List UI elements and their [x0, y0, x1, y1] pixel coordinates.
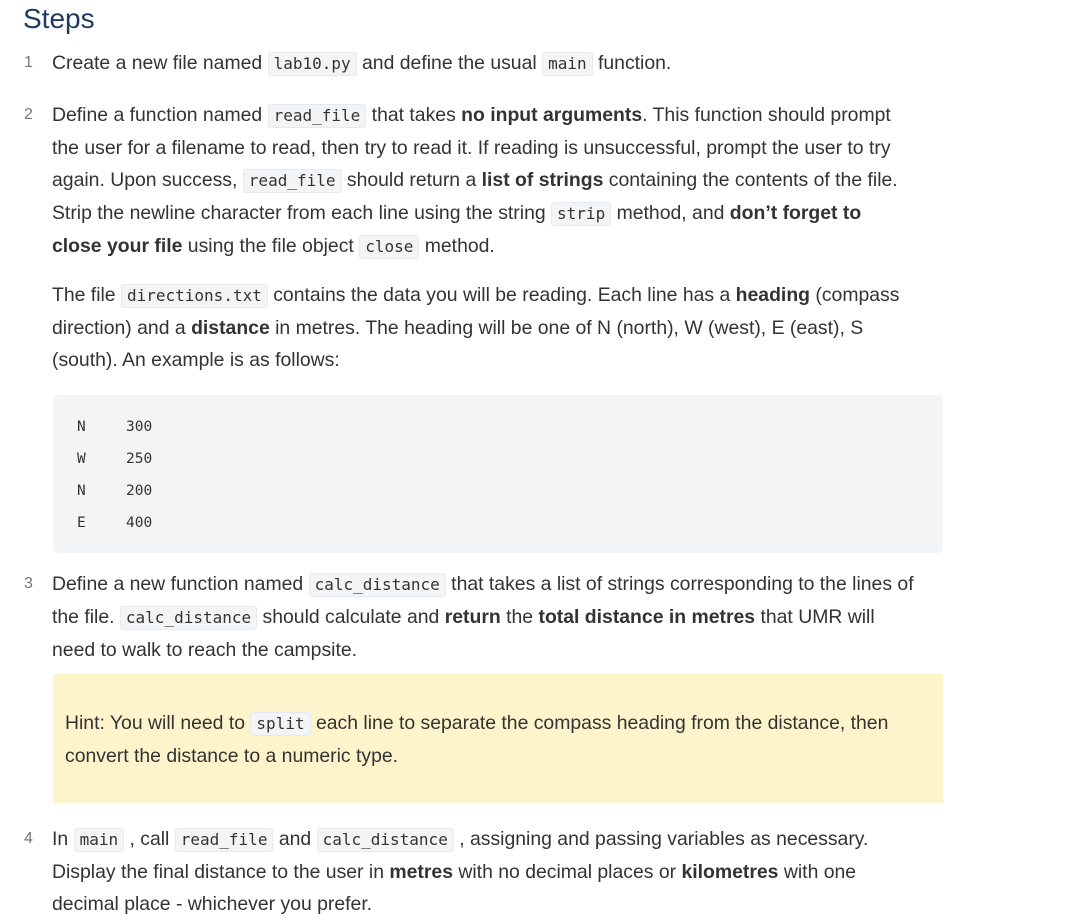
text-line: The file directions.txt contains the data you will be reading. Each line has a heading (compass [52, 284, 900, 306]
text-line: close your file using the file object close method. [52, 235, 495, 257]
text-line: (south). An example is as follows: [52, 349, 340, 371]
step-2-paragraph-1 [52, 99, 952, 263]
text-line: Define a new function named calc_distance that takes a list of strings corresponding to the lines of [52, 573, 914, 595]
steps-heading: Steps [23, 3, 95, 34]
inline-code: read_file [268, 104, 367, 128]
step-2-paragraph-2 [52, 279, 952, 376]
text-line: the file. calc_distance should calculate and return the total distance in metres that UMR will [52, 606, 875, 628]
inline-code: directions.txt [121, 284, 268, 308]
text-line: decimal place - whichever you prefer. [52, 893, 373, 915]
inline-code: calc_distance [317, 828, 454, 852]
text-line: Define a function named read_file that takes no input arguments. This function should prompt [52, 104, 891, 126]
step-number: 4 [24, 830, 33, 847]
code-block [53, 395, 943, 553]
text-line: Hint: You will need to split each line to separate the compass heading from the distance, then [65, 712, 889, 734]
text-line: Strip the newline character from each line using the string strip method, and don’t forget to [52, 202, 862, 224]
inline-code: split [250, 712, 310, 736]
inline-code: lab10.py [268, 52, 357, 76]
inline-code: read_file [243, 169, 342, 193]
inline-code: strip [551, 202, 611, 226]
step-4-paragraph [52, 823, 952, 920]
code-line: W 250 [77, 451, 153, 467]
step-3-paragraph [52, 568, 952, 666]
inline-code: close [359, 235, 419, 259]
inline-code: calc_distance [120, 606, 257, 630]
code-line: N 200 [77, 483, 153, 499]
hint-box [53, 674, 943, 803]
inline-code: main [542, 52, 593, 76]
text-line: need to walk to reach the campsite. [52, 639, 358, 661]
step-number: 2 [24, 106, 33, 123]
step-number: 3 [24, 575, 33, 592]
text-line: again. Upon success, read_file should return a list of strings containing the contents of the file. [52, 169, 898, 191]
text-line: direction) and a distance in metres. The heading will be one of N (north), W (west), E (east), S [52, 317, 864, 339]
text-line: Display the final distance to the user in metres with no decimal places or kilometres with one [52, 861, 857, 883]
step-1-text: Create a new file named lab10.py and define the usual main function. [52, 52, 672, 74]
step-number: 1 [24, 54, 33, 71]
inline-code: read_file [175, 828, 274, 852]
text-line: the user for a filename to read, then try to read it. If reading is unsuccessful, prompt the user to try [52, 137, 891, 159]
inline-code: main [74, 828, 125, 852]
text-line: In main , call read_file and calc_distance , assigning and passing variables as necessary. [52, 828, 869, 850]
hint-text [65, 707, 965, 772]
code-line: E 400 [77, 515, 153, 531]
text-line: convert the distance to a numeric type. [65, 745, 399, 767]
code-line: N 300 [77, 419, 153, 435]
inline-code: calc_distance [309, 573, 446, 597]
